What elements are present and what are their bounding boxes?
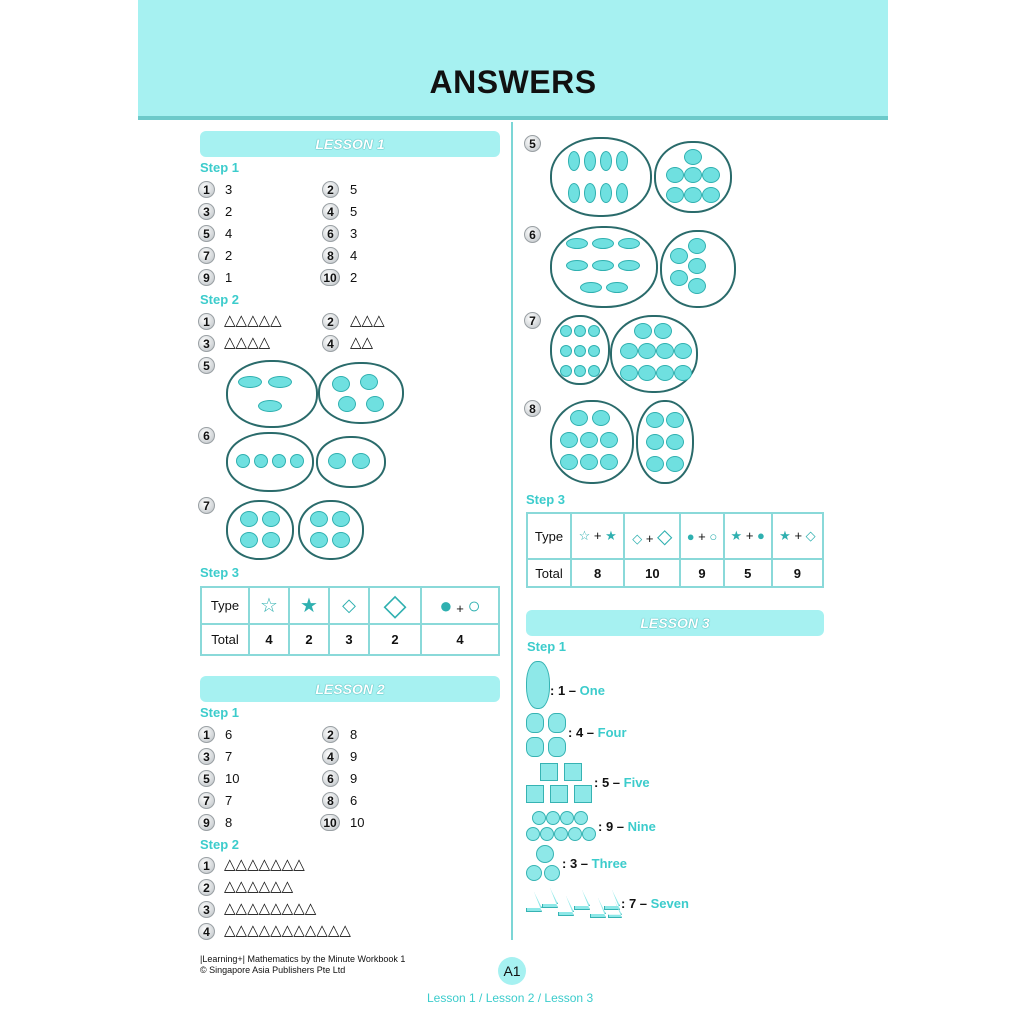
question-number: 1 xyxy=(198,726,215,743)
count-text: : 9 – xyxy=(598,819,625,834)
answer-value: 6 xyxy=(350,793,358,808)
question-number: 5 xyxy=(198,357,215,374)
count-text: : 1 – xyxy=(550,683,577,698)
ball-icon xyxy=(526,865,542,881)
question-number: 4 xyxy=(322,203,339,220)
lesson-1-step-3-table xyxy=(200,586,500,656)
pineapple-icon xyxy=(616,183,628,203)
sailboat-icon xyxy=(574,890,590,910)
count-row xyxy=(621,896,689,911)
question-number: 10 xyxy=(320,814,340,831)
banana-icon xyxy=(268,376,292,388)
cherry-icon xyxy=(560,325,572,337)
question-number: 6 xyxy=(198,427,215,444)
tomato-icon xyxy=(580,432,598,448)
filled-circle-icon: ● xyxy=(686,528,695,544)
filled-circle-icon: ● xyxy=(439,592,453,618)
apple-icon xyxy=(332,511,350,527)
question-number: 2 xyxy=(322,313,339,330)
answer-value: 2 xyxy=(350,270,358,285)
pineapple-icon xyxy=(616,151,628,171)
teddy-bear-icon xyxy=(548,737,566,757)
lemon-icon xyxy=(670,248,688,264)
apple-icon xyxy=(666,456,684,472)
total-value: 8 xyxy=(571,559,624,587)
count-text: : 7 – xyxy=(621,896,648,911)
strawberry-icon xyxy=(526,827,540,841)
question-number: 5 xyxy=(198,770,215,787)
footer-publication xyxy=(200,954,405,976)
cherry-group xyxy=(550,315,610,385)
sailboat-icon xyxy=(608,902,622,918)
shape-cell xyxy=(571,513,624,559)
total-value: 4 xyxy=(421,624,499,655)
apple-icon xyxy=(646,456,664,472)
answer-value: 9 xyxy=(350,749,358,764)
banana-icon xyxy=(238,376,262,388)
cherry-icon xyxy=(574,365,586,377)
strawberry-icon xyxy=(540,827,554,841)
lemon-group xyxy=(318,362,404,424)
banana-icon xyxy=(258,400,282,412)
question-number: 2 xyxy=(198,879,215,896)
strawberry-icon xyxy=(702,187,720,203)
lemon-icon xyxy=(360,374,378,390)
question-number: 6 xyxy=(322,225,339,242)
triangle-answer: △△△△△△△ xyxy=(224,856,305,873)
answer-value: 2 xyxy=(225,204,233,219)
banana-icon xyxy=(618,260,640,271)
tomato-icon xyxy=(592,410,610,426)
apple-icon xyxy=(646,434,664,450)
apple-icon xyxy=(674,365,692,381)
answer-value: 10 xyxy=(225,771,240,786)
outline-circle-icon: ○ xyxy=(467,592,481,618)
count-word: Seven xyxy=(650,896,689,911)
strawberry-icon xyxy=(546,811,560,825)
apple-icon xyxy=(656,365,674,381)
plus-sign: + xyxy=(745,528,754,543)
tomato-icon xyxy=(560,432,578,448)
star-outline-icon: ☆ xyxy=(578,528,591,543)
shape-cell xyxy=(329,587,369,624)
plus-sign: + xyxy=(794,528,803,543)
question-number: 1 xyxy=(198,181,215,198)
apple-icon xyxy=(638,343,656,359)
count-word: Five xyxy=(623,775,650,790)
question-number: 6 xyxy=(524,226,541,243)
tomato-icon xyxy=(240,511,258,527)
total-value: 9 xyxy=(772,559,823,587)
apple-icon xyxy=(634,323,652,339)
apple-icon xyxy=(646,412,664,428)
tomato-icon xyxy=(560,454,578,470)
question-number: 3 xyxy=(198,901,215,918)
cherry-icon xyxy=(254,454,268,468)
pineapple-icon xyxy=(526,661,550,709)
apple-icon xyxy=(666,434,684,450)
total-value: 9 xyxy=(680,559,723,587)
answer-value: 10 xyxy=(350,815,365,830)
answer-value: 7 xyxy=(225,793,233,808)
answer-value: 3 xyxy=(225,182,233,197)
question-number: 1 xyxy=(198,313,215,330)
lesson-1-header: LESSON 1 xyxy=(200,131,500,157)
answer-value: 4 xyxy=(225,226,233,241)
small-diamond-icon: ◇ xyxy=(342,595,356,616)
teddy-bear-icon xyxy=(526,713,544,733)
teddy-bear-icon xyxy=(526,737,544,757)
ball-icon xyxy=(536,845,554,863)
shape-cell xyxy=(624,513,680,559)
banana-icon xyxy=(566,238,588,249)
pineapple-icon xyxy=(600,183,612,203)
plus-sign: + xyxy=(645,530,654,546)
pineapple-icon xyxy=(584,183,596,203)
lesson-2-step-3-label: Step 3 xyxy=(526,492,566,507)
question-number: 1 xyxy=(198,857,215,874)
banana-icon xyxy=(566,260,588,271)
question-number: 8 xyxy=(322,792,339,809)
cherry-icon xyxy=(574,325,586,337)
lemon-group xyxy=(660,230,736,308)
count-text: : 3 – xyxy=(562,856,589,871)
count-word: Three xyxy=(591,856,628,871)
strawberry-icon xyxy=(666,187,684,203)
pineapple-icon xyxy=(600,151,612,171)
small-diamond-icon: ◇ xyxy=(805,528,816,543)
answer-value: 1 xyxy=(225,270,233,285)
answer-value: 7 xyxy=(225,749,233,764)
lesson-1-step-1-label: Step 1 xyxy=(200,160,240,175)
lesson-2-step-1-label: Step 1 xyxy=(200,705,240,720)
count-row xyxy=(550,683,605,698)
question-number: 4 xyxy=(322,748,339,765)
lesson-2-step-2-label: Step 2 xyxy=(200,837,240,852)
triangle-answer: △△△ xyxy=(350,312,385,329)
answer-value: 8 xyxy=(350,727,358,742)
shape-cell xyxy=(724,513,772,559)
tomato-icon xyxy=(262,532,280,548)
count-row xyxy=(568,725,627,740)
star-filled-icon: ★ xyxy=(779,528,791,543)
question-number: 10 xyxy=(320,269,340,286)
apple-icon xyxy=(352,453,370,469)
triangle-answer: △△ xyxy=(350,334,374,351)
count-text: : 4 – xyxy=(568,725,595,740)
total-label: Total xyxy=(201,624,249,655)
strawberry-icon xyxy=(554,827,568,841)
tomato-group xyxy=(550,400,634,484)
apple-group xyxy=(316,436,386,488)
total-value: 2 xyxy=(289,624,329,655)
total-value: 4 xyxy=(249,624,289,655)
apple-icon xyxy=(654,323,672,339)
question-number: 6 xyxy=(322,770,339,787)
tomato-icon xyxy=(262,511,280,527)
footer-copyright: © Singapore Asia Publishers Pte Ltd xyxy=(200,965,346,975)
answer-value: 9 xyxy=(350,771,358,786)
banana-icon xyxy=(592,260,614,271)
triangle-answer: △△△△ xyxy=(224,334,271,351)
question-number: 2 xyxy=(322,181,339,198)
question-number: 7 xyxy=(524,312,541,329)
lemon-icon xyxy=(688,258,706,274)
outline-circle-icon: ○ xyxy=(709,528,718,544)
pineapple-icon xyxy=(584,151,596,171)
answer-value: 3 xyxy=(350,226,358,241)
tomato-icon xyxy=(240,532,258,548)
question-number: 7 xyxy=(198,497,215,514)
question-number: 2 xyxy=(322,726,339,743)
footer-lesson-list: Lesson 1 / Lesson 2 / Lesson 3 xyxy=(427,991,594,1005)
apple-icon xyxy=(332,532,350,548)
answer-value: 2 xyxy=(225,248,233,263)
lesson-1-step-2-label: Step 2 xyxy=(200,292,240,307)
lesson-1-step-3-label: Step 3 xyxy=(200,565,240,580)
question-number: 7 xyxy=(198,247,215,264)
plus-sign: + xyxy=(698,528,706,544)
triangle-answer: △△△△△△△△△△△ xyxy=(224,922,351,939)
cherry-icon xyxy=(272,454,286,468)
triangle-answer: △△△△△ xyxy=(224,312,282,329)
large-diamond-icon: ◇ xyxy=(383,588,407,622)
count-word: One xyxy=(579,683,605,698)
strawberry-icon xyxy=(568,827,582,841)
toy-train-icon xyxy=(526,785,544,803)
answer-value: 5 xyxy=(350,182,358,197)
apple-icon xyxy=(310,511,328,527)
triangle-answer: △△△△△△△△ xyxy=(224,900,317,917)
star-filled-icon: ★ xyxy=(730,528,743,543)
total-value: 2 xyxy=(369,624,421,655)
star-filled-icon: ★ xyxy=(605,528,617,543)
count-row xyxy=(598,819,656,834)
tomato-icon xyxy=(580,454,598,470)
strawberry-icon xyxy=(574,811,588,825)
tomato-icon xyxy=(600,432,618,448)
strawberry-icon xyxy=(684,167,702,183)
strawberry-icon xyxy=(582,827,596,841)
toy-train-icon xyxy=(564,763,582,781)
sailboat-icon xyxy=(558,896,574,916)
sailboat-icon xyxy=(526,892,542,912)
header-banner xyxy=(138,0,888,120)
lesson-2-header: LESSON 2 xyxy=(200,676,500,702)
strawberry-icon xyxy=(560,811,574,825)
column-divider xyxy=(511,122,513,940)
count-word: Nine xyxy=(627,819,656,834)
strawberry-icon xyxy=(532,811,546,825)
filled-circle-icon: ● xyxy=(757,528,765,543)
cherry-icon xyxy=(574,345,586,357)
shape-cell xyxy=(249,587,289,624)
cherry-icon xyxy=(290,454,304,468)
lemon-icon xyxy=(670,270,688,286)
pineapple-icon xyxy=(568,151,580,171)
cherry-icon xyxy=(588,325,600,337)
banana-icon xyxy=(606,282,628,293)
lesson-3-step-1-label: Step 1 xyxy=(527,639,567,654)
cherry-icon xyxy=(236,454,250,468)
apple-icon xyxy=(638,365,656,381)
lemon-icon xyxy=(332,376,350,392)
apple-group xyxy=(636,400,694,484)
toy-train-icon xyxy=(550,785,568,803)
strawberry-icon xyxy=(702,167,720,183)
banana-icon xyxy=(618,238,640,249)
toy-train-icon xyxy=(574,785,592,803)
apple-icon xyxy=(328,453,346,469)
question-number: 9 xyxy=(198,814,215,831)
question-number: 8 xyxy=(524,400,541,417)
question-number: 4 xyxy=(198,923,215,940)
question-number: 3 xyxy=(198,748,215,765)
tomato-icon xyxy=(570,410,588,426)
large-diamond-icon: ◇ xyxy=(657,525,673,548)
strawberry-icon xyxy=(684,149,702,165)
apple-icon xyxy=(674,343,692,359)
sailboat-icon xyxy=(542,888,558,908)
lemon-icon xyxy=(338,396,356,412)
ball-icon xyxy=(544,865,560,881)
toy-train-icon xyxy=(540,763,558,781)
banana-icon xyxy=(592,238,614,249)
shape-cell xyxy=(680,513,723,559)
shape-cell xyxy=(772,513,823,559)
apple-icon xyxy=(666,412,684,428)
cherry-icon xyxy=(560,345,572,357)
pineapple-group xyxy=(550,137,652,217)
answer-value: 4 xyxy=(350,248,358,263)
answer-value: 8 xyxy=(225,815,233,830)
question-number: 4 xyxy=(322,335,339,352)
apple-icon xyxy=(310,532,328,548)
type-label: Type xyxy=(527,513,571,559)
cherry-icon xyxy=(588,345,600,357)
count-row xyxy=(562,856,627,871)
question-number: 7 xyxy=(198,792,215,809)
lemon-icon xyxy=(688,278,706,294)
strawberry-group xyxy=(654,141,732,213)
strawberry-icon xyxy=(684,187,702,203)
page-number: A1 xyxy=(498,957,526,985)
answer-page xyxy=(138,0,888,1024)
apple-icon xyxy=(620,365,638,381)
apple-group xyxy=(298,500,364,560)
count-word: Four xyxy=(597,725,627,740)
footer-book-title: |Learning+| Mathematics by the Minute Workbook 1 xyxy=(200,954,406,964)
shape-cell xyxy=(289,587,329,624)
strawberry-icon xyxy=(666,167,684,183)
question-number: 5 xyxy=(524,135,541,152)
apple-icon xyxy=(620,343,638,359)
answer-value: 5 xyxy=(350,204,358,219)
banana-icon xyxy=(580,282,602,293)
lesson-2-step-3-table xyxy=(526,512,824,588)
apple-group xyxy=(610,315,698,393)
page-title: ANSWERS xyxy=(429,64,597,100)
tomato-icon xyxy=(600,454,618,470)
star-outline-icon: ☆ xyxy=(260,595,278,618)
plus-sign: + xyxy=(456,600,464,616)
total-label: Total xyxy=(527,559,571,587)
small-diamond-icon: ◇ xyxy=(632,530,643,546)
answer-value: 6 xyxy=(225,727,233,742)
banana-group xyxy=(226,360,318,428)
lesson-3-header: LESSON 3 xyxy=(526,610,824,636)
lemon-icon xyxy=(688,238,706,254)
question-number: 9 xyxy=(198,269,215,286)
total-value: 5 xyxy=(724,559,772,587)
lemon-icon xyxy=(366,396,384,412)
question-number: 3 xyxy=(198,203,215,220)
count-text: : 5 – xyxy=(594,775,621,790)
cherry-icon xyxy=(588,365,600,377)
type-label: Type xyxy=(201,587,249,624)
cherry-icon xyxy=(560,365,572,377)
triangle-answer: △△△△△△ xyxy=(224,878,294,895)
total-value: 3 xyxy=(329,624,369,655)
sailboat-icon xyxy=(590,898,606,918)
question-number: 8 xyxy=(322,247,339,264)
star-filled-icon: ★ xyxy=(300,595,318,618)
banana-group xyxy=(550,226,658,308)
question-number: 5 xyxy=(198,225,215,242)
tomato-group xyxy=(226,500,294,560)
cherry-group xyxy=(226,432,314,492)
total-value: 10 xyxy=(624,559,680,587)
teddy-bear-icon xyxy=(548,713,566,733)
shape-cell xyxy=(421,587,499,624)
plus-sign: + xyxy=(593,528,602,543)
pineapple-icon xyxy=(568,183,580,203)
question-number: 3 xyxy=(198,335,215,352)
count-row xyxy=(594,775,650,790)
shape-cell xyxy=(369,587,421,624)
apple-icon xyxy=(656,343,674,359)
